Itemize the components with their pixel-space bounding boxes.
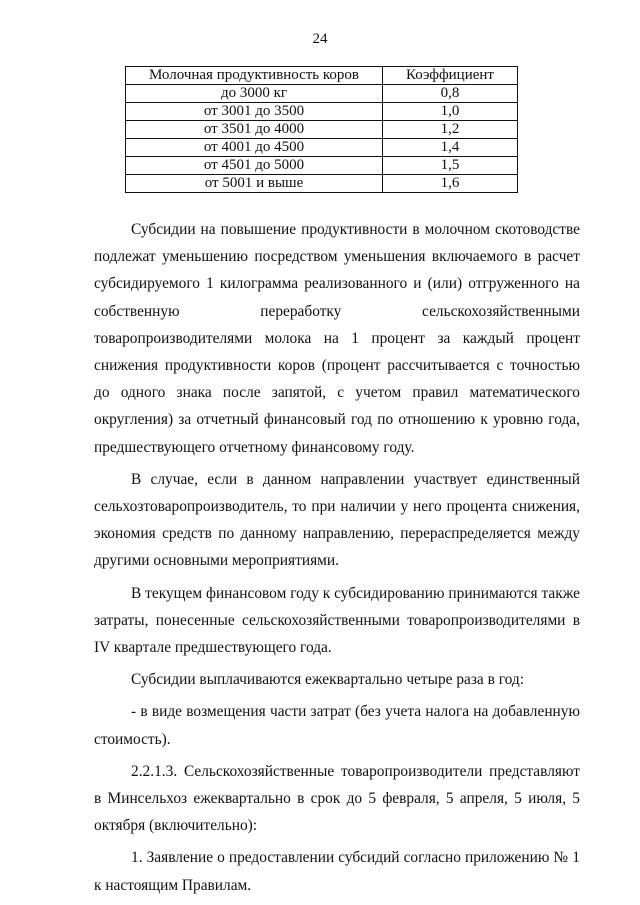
coefficient-table [125, 66, 518, 193]
table-cell-productivity: от 3001 до 3500 [126, 103, 383, 121]
table-header-row [126, 67, 518, 85]
column-header-coefficient: Коэффициент [383, 67, 518, 85]
table-cell-coefficient: 1,0 [383, 103, 518, 121]
table-cell-productivity: от 4001 до 4500 [126, 139, 383, 157]
table-cell-coefficient: 1,6 [383, 175, 518, 193]
table-row [126, 157, 518, 175]
table-row [126, 139, 518, 157]
table-cell-coefficient: 1,2 [383, 121, 518, 139]
page-number: 24 [312, 31, 328, 47]
table-cell-productivity: до 3000 кг [126, 85, 383, 103]
table-row [126, 85, 518, 103]
paragraph-cost-reimbursement: - в виде возмещения части затрат (без учета налога на добавленную стоимость). [94, 703, 580, 748]
table-row [126, 103, 518, 121]
paragraph-section-2-2-1-3: 2.2.1.3. Сельскохозяйственные товаропроизводители представляют в Минсельхоз ежеквартально в срок до 5 февраля, 5 апреля, 5 июля, 5 октября (включительно): [94, 762, 580, 835]
table-cell-coefficient: 1,5 [383, 157, 518, 175]
paragraph-item-1-application: 1. Заявление о предоставлении субсидий согласно приложению № 1 к настоящим Правилам. [94, 849, 580, 894]
table-row [126, 175, 518, 193]
table-cell-productivity: от 4501 до 5000 [126, 157, 383, 175]
body-text [94, 216, 580, 904]
table-cell-coefficient: 1,4 [383, 139, 518, 157]
paragraph-single-producer: В случае, если в данном направлении участвует единственный сельхозтоваропроизводитель, то при наличии у него процента снижения, экономия средств по данному направлению, перераспределяется между другими основными мероприятиями. [94, 470, 580, 570]
paragraph-previous-quarter: В текущем финансовом году к субсидированию принимаются также затраты, понесенные сельскохозяйственными товаропроизводителями в IV квартале предшествующего года. [94, 584, 580, 657]
paragraph-subsidy-reduction: Субсидии на повышение продуктивности в молочном скотоводстве подлежат уменьшению посредством уменьшения включаемого в расчет субсидируемого 1 килограмма реализованного и (или) отгруженного на собственную переработку сельскохозяйственными товаропроизводителями молока на 1 процент за каждый процент снижения продуктивности коров (процент рассчитывается с точностью до одного знака после запятой, с учетом правил математического округления) за отчетный финансовый год по отношению к уровню года, предшествующего отчетному финансовому году. [94, 221, 580, 456]
table-cell-productivity: от 3501 до 4000 [126, 121, 383, 139]
table-cell-productivity: от 5001 и выше [126, 175, 383, 193]
table-row [126, 121, 518, 139]
table-cell-coefficient: 0,8 [383, 85, 518, 103]
column-header-productivity: Молочная продуктивность коров [126, 67, 383, 85]
paragraph-payment-schedule: Субсидии выплачиваются ежеквартально четыре раза в год: [131, 671, 525, 689]
